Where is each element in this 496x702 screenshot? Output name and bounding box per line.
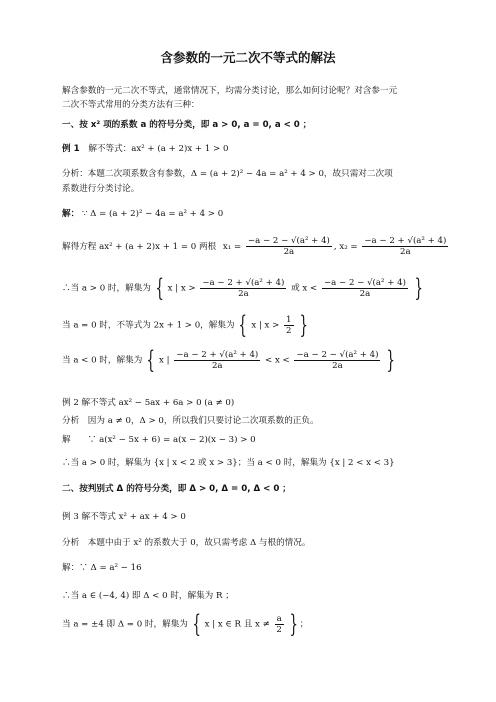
case-negative-fraction-2: $\frac{\text{−a − 2 − √(a² + 4)}}{2a}$	[296, 349, 379, 371]
case-positive-set: x | x >	[167, 283, 196, 294]
case-2-end: ；	[299, 619, 309, 630]
a-half-fraction: $\frac{a}{2}$	[276, 613, 282, 635]
example-2-analysis: 分析 因为 a ≠ 0，Δ > 0，所以我们只要讨论二次项系数的正负。	[62, 416, 319, 426]
half-fraction: $\frac{1}{2}$	[286, 314, 292, 336]
intro-line-1: 解含参数的一元二次不等式，通常情况下，均需分类讨论，那么如何讨论呢？对含参一元	[62, 86, 398, 96]
example-1-analysis-1: 分析：本题二次项系数含有参数，Δ = (a + 2)² − 4a = a² + 4 > 0，故只需对二次项	[62, 169, 393, 179]
example-1-solution-delta	[62, 209, 223, 220]
example-2-problem: 例 2 解不等式 ax² − 5ax + 6a > 0 (a ≠ 0)	[62, 398, 235, 408]
example-1-header	[62, 144, 228, 155]
example-3-problem: 例 3 解不等式 x² + ax + 4 > 0	[62, 512, 186, 522]
root-1-label: x₁ =	[222, 242, 242, 252]
example-3-analysis: 分析 本题中由于 x² 的系数大于 0，故只需考虑 Δ 与根的情况。	[62, 538, 311, 548]
case-negative-text: 当 a < 0 时，解集为	[62, 355, 143, 366]
solution-label: 解：	[62, 209, 80, 219]
root-2-label: x₂ =	[339, 242, 358, 252]
example-3-case-1: ∴当 a ∈ (−4, 4) 即 Δ < 0 时，解集为 R ；	[62, 591, 234, 601]
case-negative-fraction-1: $\frac{\text{−a − 2 + √(a² + 4)}}{2a}$	[176, 349, 259, 371]
example-1-problem: 解不等式：ax² + (a + 2)x + 1 > 0	[88, 144, 229, 154]
example-1-case-negative: 当 a < 0 时，解集为 { x | $\frac{\text{−a − 2 + √(a² + 4)}}{2a}$ < x < $\frac{\text{−a − 2 − √(a² + 4)}}{2a}$ }	[62, 346, 396, 374]
case-zero-set: x | x >	[251, 320, 280, 331]
example-1-roots: 解得方程 ax² + (a + 2)x + 1 = 0 两根 x₁ = $\frac{\text{−a − 2 − √(a² + 4)}}{2a}$ , x₂ = $\frac{\text{−a − 2 + √(a² + 4)}}{2a}$	[62, 236, 447, 257]
example-1-analysis-2: 系数进行分类讨论。	[62, 184, 140, 194]
case-2-set: x | x ∈ R 且 x ≠	[204, 619, 270, 630]
case-2-text: 当 a = ±4 即 Δ = 0 时，解集为	[62, 619, 188, 630]
example-1-label: 例 1	[62, 144, 80, 154]
section-2-heading: 二、按判别式 Δ 的符号分类，即 Δ > 0, Δ = 0, Δ < 0 ；	[62, 484, 291, 494]
case-positive-fraction-2: $\frac{\text{−a − 2 − √(a² + 4)}}{2a}$	[323, 277, 406, 299]
example-2-conclusion: ∴当 a > 0 时，解集为 {x | x < 2 或 x > 3}；当 a < 0 时，解集为 {x | 2 < x < 3}	[62, 458, 395, 468]
case-negative-set: x |	[159, 355, 170, 366]
example-3-case-2: 当 a = ±4 即 Δ = 0 时，解集为 { x | x ∈ R 且 x ≠ $\frac{a}{2}$ }；	[62, 610, 309, 638]
root-2-fraction: $\frac{\text{−a − 2 + √(a² + 4)}}{2a}$	[364, 236, 447, 257]
example-2-solution: 解 ∵ a(x² − 5x + 6) = a(x − 2)(x − 3) > 0	[62, 435, 256, 445]
roots-prefix: 解得方程 ax² + (a + 2)x + 1 = 0 两根	[62, 242, 217, 252]
case-positive-text: ∴当 a > 0 时，解集为	[62, 283, 151, 294]
page-title: 含参数的一元二次不等式的解法	[160, 50, 336, 65]
case-positive-fraction-1: $\frac{\text{−a − 2 + √(a² + 4)}}{2a}$	[202, 277, 285, 299]
example-1-case-positive: ∴当 a > 0 时，解集为 { x | x > $\frac{\text{−a − 2 + √(a² + 4)}}{2a}$ 或 x < $\frac{\text{−a − 2 − √(a² + 4)}}{2a}$ }	[62, 274, 423, 302]
example-3-solution: 解：∵ Δ = a² − 16	[62, 563, 142, 573]
delta-expression: ∵ Δ = (a + 2)² − 4a = a² + 4 > 0	[81, 209, 224, 219]
section-1-heading: 一、按 x² 项的系数 a 的符号分类，即 a > 0, a = 0, a < 0 ；	[62, 120, 312, 130]
example-1-case-zero: 当 a = 0 时，不等式为 2x + 1 > 0，解集为 { x | x > $\frac{1}{2}$ }	[62, 311, 309, 339]
case-zero-text: 当 a = 0 时，不等式为 2x + 1 > 0，解集为	[62, 320, 235, 331]
or-text: 或 x <	[291, 283, 318, 294]
root-1-fraction: $\frac{\text{−a − 2 − √(a² + 4)}}{2a}$	[247, 236, 330, 257]
lt-text: < x <	[265, 355, 290, 366]
intro-line-2: 二次不等式常用的分类方法有三种：	[62, 100, 200, 110]
